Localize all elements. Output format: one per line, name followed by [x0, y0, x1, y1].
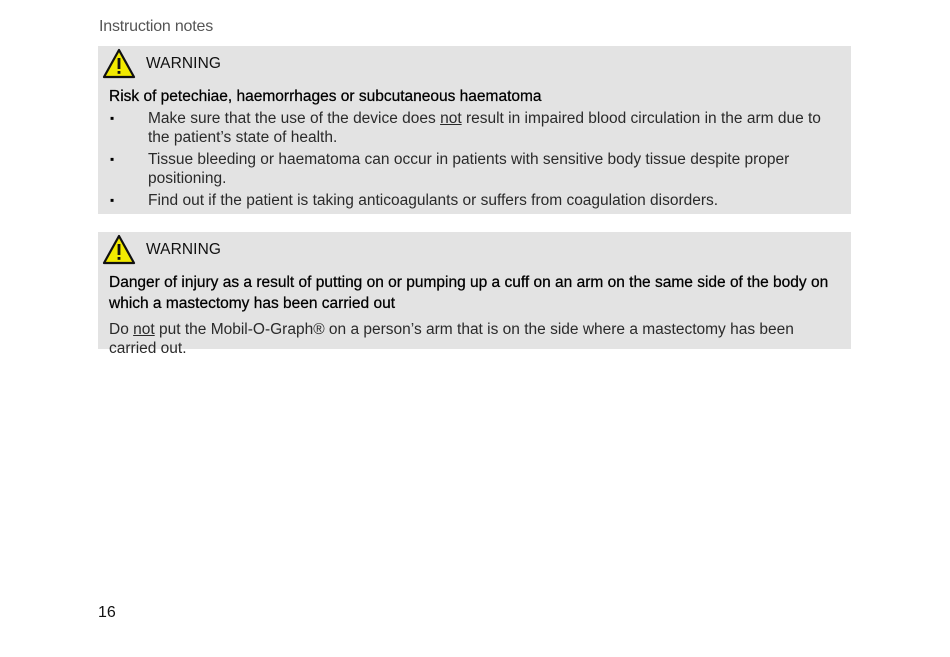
bullet-text: Find out if the patient is taking anticoagulants or suffers from coagulation disorders. — [148, 192, 719, 209]
warning-title: Danger of injury as a result of putting on or pumping up a cuff on an arm on the same side of the body on which a mastectomy has been carried out — [109, 274, 829, 312]
body-text-after: put the Mobil-O-Graph® on a person’s arm that is on the side where a mastectomy has been carried out. — [109, 321, 794, 357]
section-title: Instruction notes — [99, 18, 213, 35]
body-text-emphasis: not — [133, 321, 155, 338]
warning-box-petechiae — [98, 46, 851, 214]
bullet-marker: ▪ — [110, 111, 115, 125]
warning-title: Risk of petechiae, haemorrhages or subcutaneous haematoma — [109, 88, 542, 105]
bullet-text-after: result in impaired blood circulation in the arm due to the patient’s state of health. — [148, 110, 821, 146]
warning-box-mastectomy — [98, 232, 851, 357]
bullet-text-before: Make sure that the use of the device does — [148, 110, 441, 127]
bullet-marker: ▪ — [110, 152, 115, 166]
warning-label: WARNING — [146, 55, 222, 72]
warning-label: WARNING — [146, 241, 222, 258]
bullet-text: Tissue bleeding or haematoma can occur in patients with sensitive body tissue despite proper positioning. — [148, 151, 790, 187]
warning-triangle-icon — [102, 48, 136, 80]
warning-body — [109, 320, 840, 358]
body-text-before: Do — [109, 321, 134, 338]
page-number: 16 — [98, 604, 116, 621]
list-item — [109, 191, 840, 210]
list-item — [109, 109, 840, 147]
warning-header — [109, 46, 840, 82]
bullet-text-emphasis: not — [440, 110, 462, 127]
list-item — [109, 150, 840, 188]
bullet-marker: ▪ — [110, 193, 115, 207]
warning-triangle-icon — [102, 234, 136, 266]
warning-header — [109, 232, 840, 268]
warning-bullet-list — [109, 109, 840, 210]
